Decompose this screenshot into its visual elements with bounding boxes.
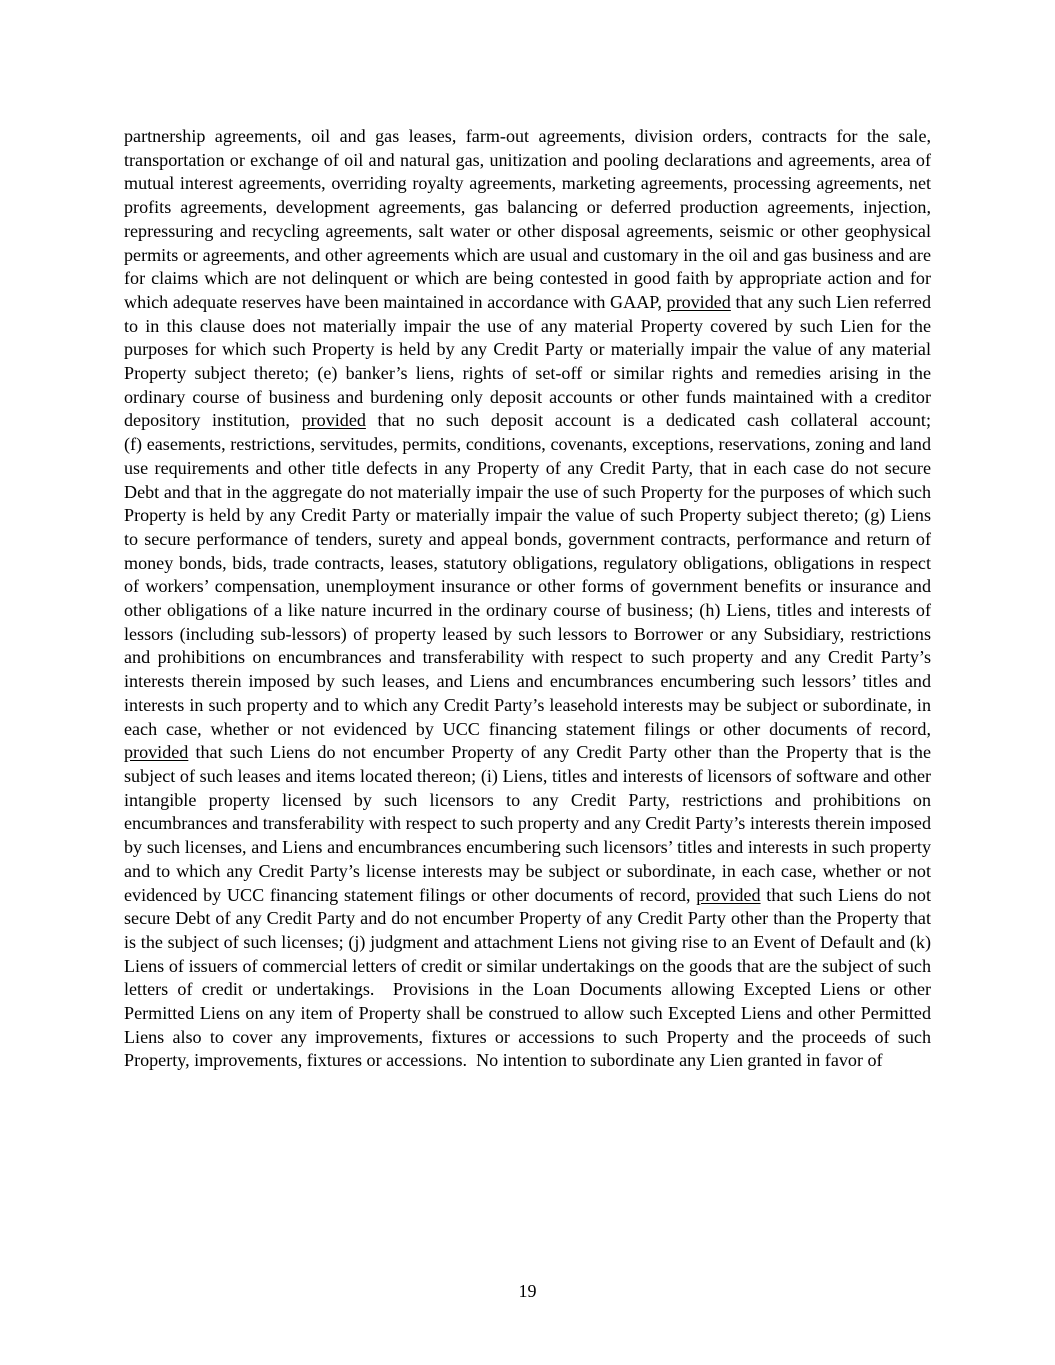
page-number: 19: [518, 1281, 537, 1301]
provided-term: provided: [301, 410, 366, 431]
paragraph-text: that any such Lien referred to in this clause does not materially impair the use of any material Property covered by such Lien for the purposes for which such Property is held by any Credit Party or materially impair the value of any material Property subject thereto; (e) banker’s liens, rights of set-off or similar rights and remedies arising in the ordinary course of business and burdening only deposit accounts or other funds maintained with a creditor depository institution,: [124, 291, 931, 431]
body-paragraph: [124, 125, 931, 1073]
paragraph-text: partnership agreements, oil and gas leases, farm-out agreements, division orders, contracts for the sale, transportation or exchange of oil and natural gas, unitization and pooling declarations and agreements, area of mutual interest agreements, overriding royalty agreements, marketing agreements, processing agreements, net profits agreements, development agreements, gas balancing or deferred production agreements, injection, repressuring and recycling agreements, salt water or other disposal agreements, seismic or other geophysical permits or agreements, and other agreements which are usual and customary in the oil and gas business and are for claims which are not delinquent or which are being contested in good faith by appropriate action and for which adequate reserves have been maintained in accordance with GAAP,: [124, 126, 931, 312]
paragraph-text: that no such deposit account is a dedicated cash collateral account; (f) easements, restrictions, servitudes, permits, conditions, covenants, exceptions, reservations, zoning and land use requirements and other title defects in any Property of any Credit Party, that in each case do not secure Debt and that in the aggregate do not materially impair the use of such Property for the purposes of which such Property is held by any Credit Party or materially impair the value of such Property subject thereto; (g) Liens to secure performance of tenders, surety and appeal bonds, government contracts, performance and return of money bonds, bids, trade contracts, leases, statutory obligations, regulatory obligations, obligations in respect of workers’ compensation, unemployment insurance or other forms of government benefits or insurance and other obligations of a like nature incurred in the ordinary course of business; (h) Liens, titles and interests of lessors (including sub-lessors) of property leased by such lessors to Borrower or any Subsidiary, restrictions and prohibitions on encumbrances and transferability with respect to such property and any Credit Party’s interests therein imposed by such leases, and Liens and encumbrances encumbering such lessors’ titles and interests in such property and to which any Credit Party’s leasehold interests may be subject or subordinate, in each case, whether or not evidenced by UCC financing statement filings or other documents of record,: [124, 410, 931, 739]
paragraph-text: that such Liens do not secure Debt of any Credit Party and do not encumber Property of any Credit Party other than the Property that is the subject of such licenses; (j) judgment and attachment Liens not giving rise to an Event of Default and (k) Liens of issuers of commercial letters of credit or similar undertakings on the goods that are the subject of such letters of credit or undertakings. Provisions in the Loan Documents allowing Excepted Liens or other Permitted Liens on any item of Property shall be construed to allow such Excepted Liens and other Permitted Liens also to cover any improvements, fixtures or accessions to such Property and the proceeds of such Property, improvements, fixtures or accessions. No intention to subordinate any Lien granted in favor of: [124, 884, 931, 1071]
provided-term: provided: [666, 291, 731, 312]
provided-term: provided: [696, 884, 761, 905]
provided-term: provided: [124, 742, 189, 763]
paragraph-text: that such Liens do not encumber Property of any Credit Party other than the Property that is the subject of such leases and items located thereon; (i) Liens, titles and interests of licensors of software and other intangible property licensed by such licensors to any Credit Party, restrictions and prohibitions on encumbrances and transferability with respect to such property and any Credit Party’s interests therein imposed by such licenses, and Liens and encumbrances encumbering such licensors’ titles and interests in such property and to which any Credit Party’s license interests may be subject or subordinate, in each case, whether or not evidenced by UCC financing statement filings or other documents of record,: [124, 742, 931, 905]
